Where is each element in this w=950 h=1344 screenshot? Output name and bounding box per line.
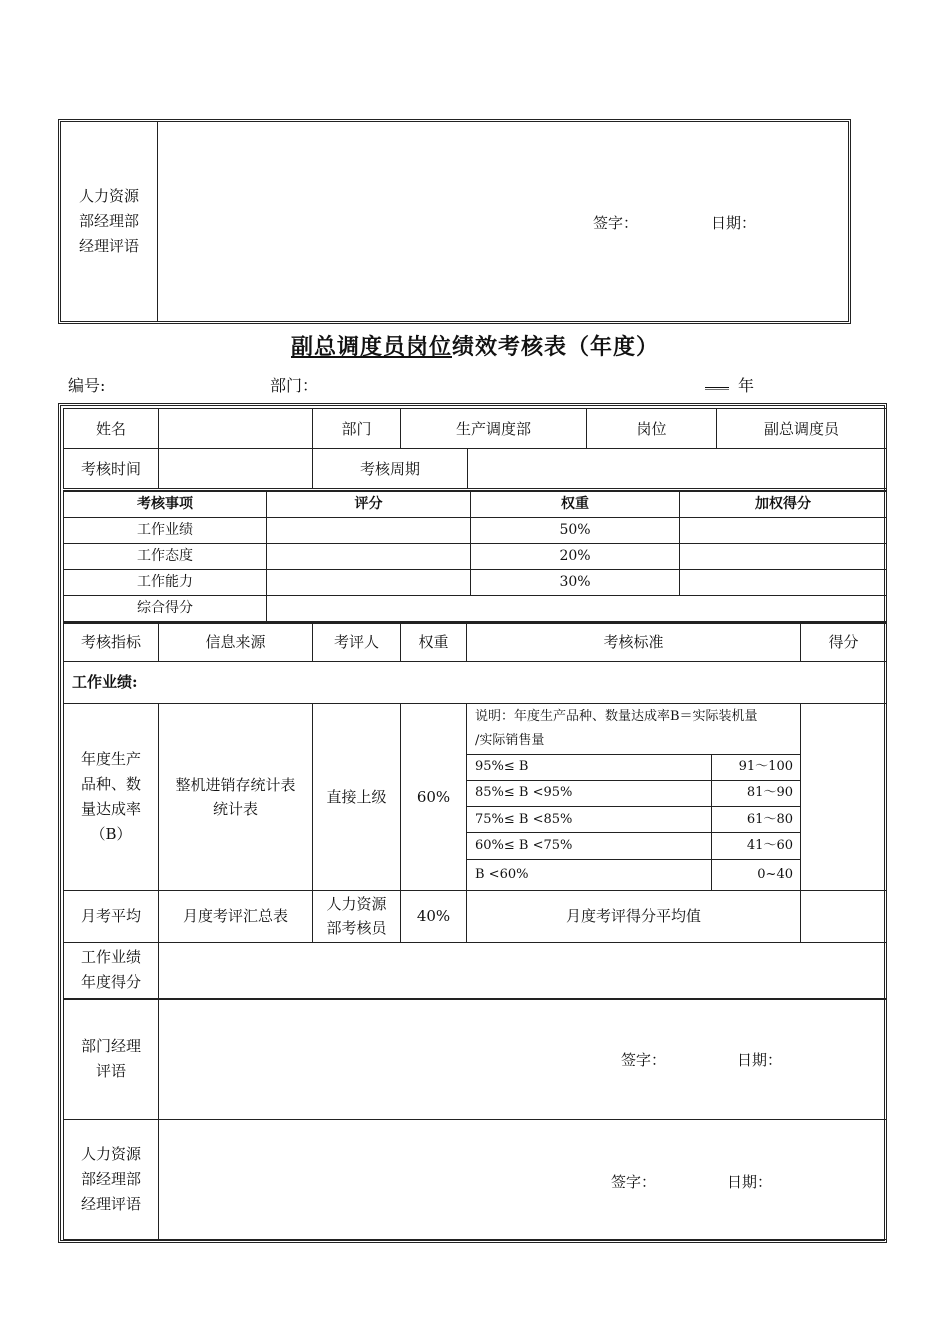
summary-header-score: 评分 — [267, 491, 471, 517]
summary-table — [63, 490, 887, 622]
criteria-score: 91～100 — [711, 754, 801, 780]
total-label: 综合得分 — [64, 595, 267, 621]
header-source: 信息来源 — [159, 623, 313, 661]
standard-monthly: 月度考评得分平均值 — [467, 890, 801, 942]
criteria-row — [467, 807, 801, 833]
criteria-note: 说明：年度生产品种、数量达成率B＝实际装机量 /实际销售量 — [467, 704, 801, 755]
summary-item: 工作能力 — [64, 569, 267, 595]
summary-header-weighted: 加权得分 — [680, 491, 887, 517]
number-label: 编号: — [68, 376, 106, 395]
info-dept-value: 生产调度部 — [401, 409, 587, 449]
post-value: 副总调度员 — [717, 409, 887, 449]
criteria-cond: 60%≤ B <75% — [467, 833, 711, 859]
summary-item: 工作态度 — [64, 543, 267, 569]
header-assessor: 考评人 — [313, 623, 401, 661]
info-dept-label: 部门 — [313, 409, 401, 449]
top-date-label: 日期： — [711, 214, 757, 232]
criteria-cond: 95%≤ B — [467, 754, 711, 780]
top-sign-label: 签字： — [593, 214, 639, 232]
hr-comment-area[interactable] — [159, 1119, 887, 1239]
criteria-cond: B <60% — [467, 859, 711, 889]
summary-score[interactable] — [267, 543, 471, 569]
dept-comment-label: 部门经理 评语 — [64, 999, 159, 1119]
summary-weight: 30% — [471, 569, 680, 595]
criteria-row — [467, 780, 801, 806]
summary-weight: 20% — [471, 543, 680, 569]
summary-header-item: 考核事项 — [64, 491, 267, 517]
indicator-table — [63, 622, 887, 999]
indicator-monthly: 月考平均 — [64, 890, 159, 942]
time-value[interactable] — [159, 449, 313, 489]
top-comment-label: 人力资源 部经理部 经理评语 — [78, 187, 139, 255]
dept-sign-label: 签字： — [621, 1051, 667, 1069]
hr-sign-label: 签字： — [611, 1172, 657, 1191]
annual-score-label: 工作业绩 年度得分 — [64, 942, 159, 998]
weight-monthly: 40% — [401, 890, 467, 942]
summary-score[interactable] — [267, 569, 471, 595]
period-value[interactable] — [468, 449, 887, 489]
top-comment-divider — [157, 122, 158, 321]
summary-row — [64, 543, 887, 569]
period-label: 考核周期 — [313, 449, 468, 489]
main-form — [58, 403, 887, 1243]
time-label: 考核时间 — [64, 449, 159, 489]
indicator-cell: 年度生产 品种、数 量达成率 （B） — [64, 703, 159, 890]
criteria-row — [467, 833, 801, 859]
year-label: 年 — [738, 376, 755, 395]
dept-date-label: 日期： — [737, 1051, 783, 1069]
score-monthly[interactable] — [801, 890, 887, 942]
criteria-score: 0~40 — [711, 859, 801, 889]
header-weight: 权重 — [401, 623, 467, 661]
criteria-cond: 75%≤ B <85% — [467, 807, 711, 833]
summary-header-weight: 权重 — [471, 491, 680, 517]
dept-comment-area[interactable] — [159, 999, 887, 1119]
summary-item: 工作业绩 — [64, 517, 267, 543]
criteria-score: 61～80 — [711, 807, 801, 833]
hr-date-label: 日期： — [727, 1172, 773, 1191]
header-score: 得分 — [801, 623, 887, 661]
summary-score[interactable] — [267, 517, 471, 543]
annual-score-value[interactable] — [159, 942, 887, 998]
criteria-cond: 85%≤ B <95% — [467, 780, 711, 806]
summary-weighted[interactable] — [680, 569, 887, 595]
section-label: 工作业绩: — [64, 661, 887, 703]
criteria-score: 41～60 — [711, 833, 801, 859]
form-title-rest: 绩效考核表（年度） — [452, 334, 660, 360]
source-monthly: 月度考评汇总表 — [159, 890, 313, 942]
weight-cell: 60% — [401, 703, 467, 890]
summary-weight: 50% — [471, 517, 680, 543]
top-comment-box — [58, 119, 851, 324]
dept-comment-table — [63, 998, 887, 1240]
summary-row — [64, 517, 887, 543]
total-value[interactable] — [267, 595, 887, 621]
name-value[interactable] — [159, 409, 313, 449]
header-standard: 考核标准 — [467, 623, 801, 661]
assessor-monthly: 人力资源 部考核员 — [313, 890, 401, 942]
info-table — [63, 408, 887, 449]
hr-comment-label: 人力资源 部经理部 经理评语 — [64, 1119, 159, 1239]
score-cell[interactable] — [801, 703, 887, 890]
year-blank: ___ — [705, 371, 729, 390]
criteria-cell — [467, 703, 801, 890]
summary-weighted[interactable] — [680, 543, 887, 569]
post-label: 岗位 — [587, 409, 717, 449]
header-indicator: 考核指标 — [64, 623, 159, 661]
summary-row — [64, 569, 887, 595]
criteria-row — [467, 859, 801, 889]
time-table — [63, 448, 887, 489]
criteria-row — [467, 754, 801, 780]
criteria-table — [467, 704, 801, 890]
dept-label: 部门： — [270, 376, 319, 395]
name-label: 姓名 — [64, 409, 159, 449]
criteria-score: 81～90 — [711, 780, 801, 806]
form-title — [0, 330, 950, 361]
form-title-underlined: 副总调度员岗位 — [290, 334, 452, 360]
summary-weighted[interactable] — [680, 517, 887, 543]
assessor-cell: 直接上级 — [313, 703, 401, 890]
source-cell: 整机进销存统计表 统计表 — [159, 703, 313, 890]
